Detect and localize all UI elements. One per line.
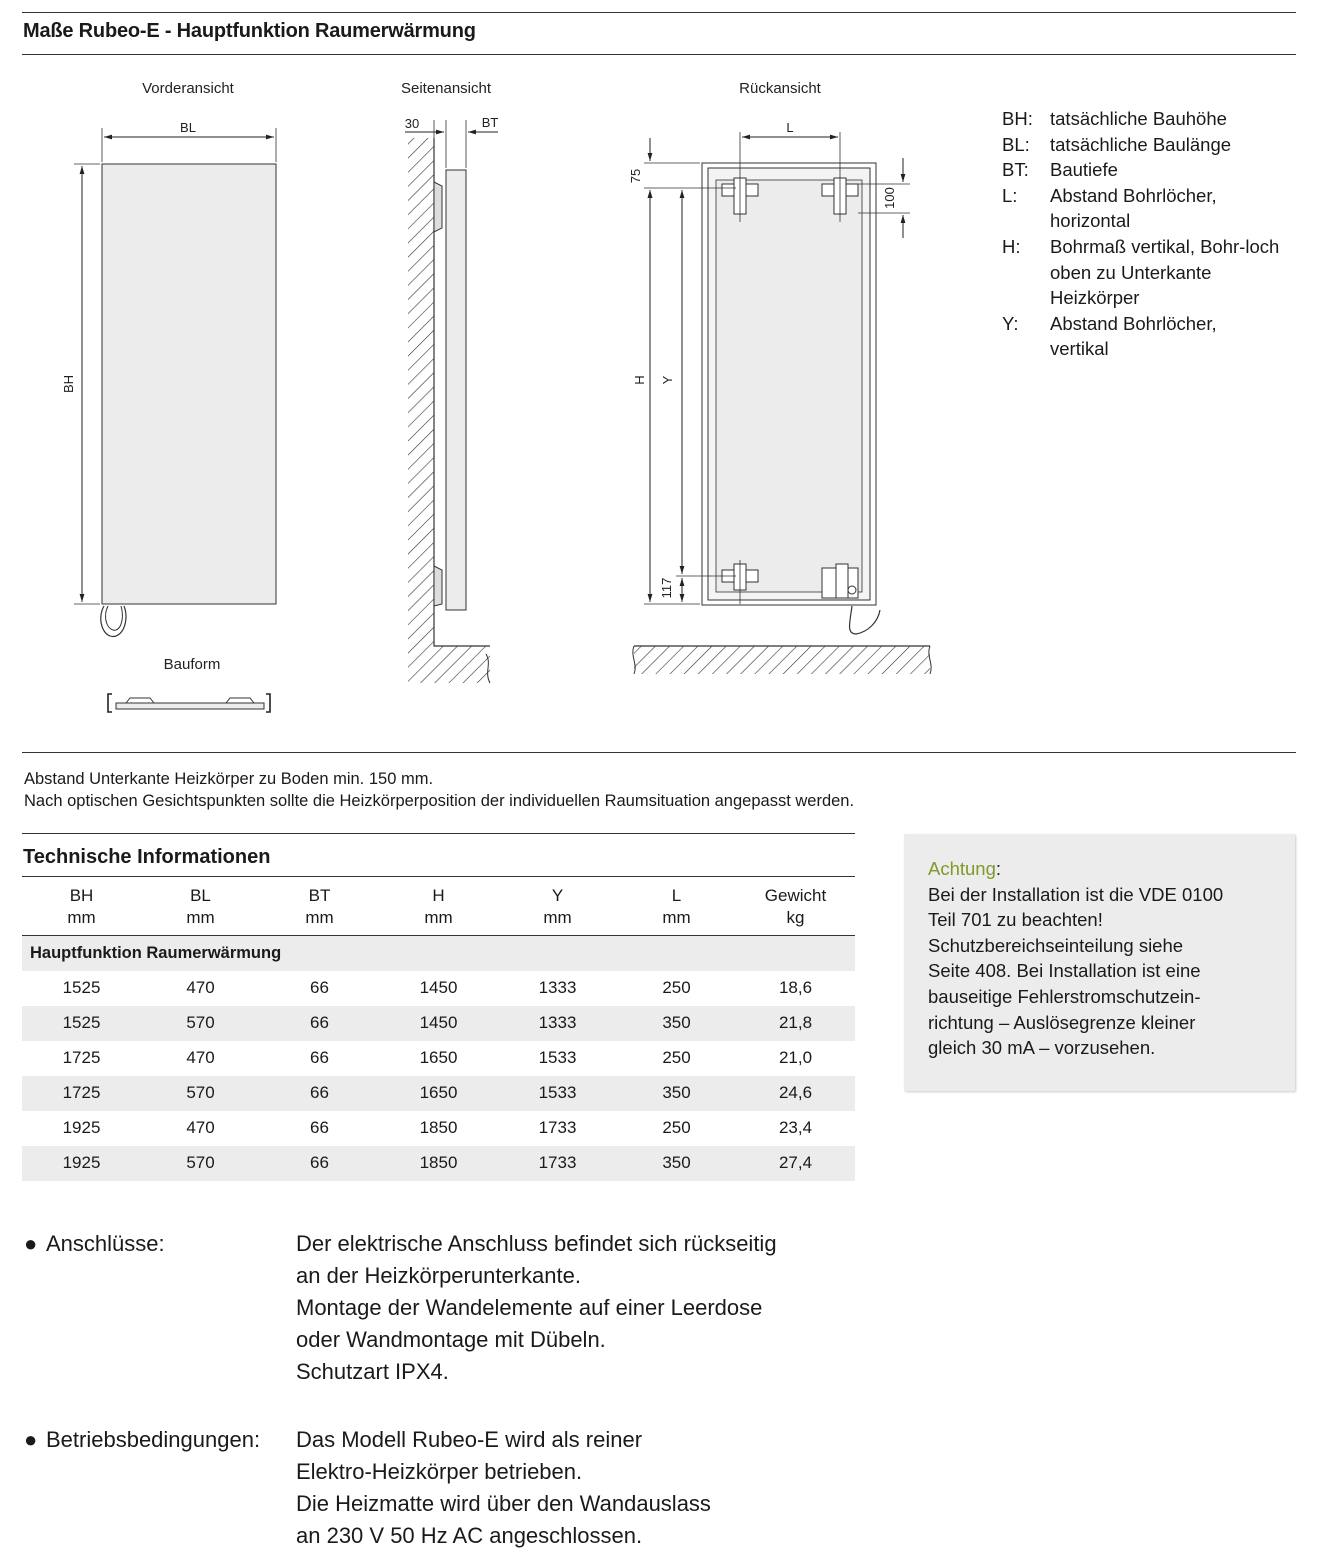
bh-label: BH bbox=[61, 374, 76, 394]
d117-label: 117 bbox=[659, 577, 674, 599]
column-header: Gewicht kg bbox=[736, 877, 855, 936]
table-row: 1925 470 66 1850 1733 250 23,4 bbox=[62, 1118, 813, 1137]
callout-line: Seite 408. Bei Installation ist eine bbox=[928, 960, 1201, 982]
tech-table bbox=[22, 876, 855, 1181]
installation-notes bbox=[24, 768, 854, 812]
table-group-row: Hauptfunktion Raumerwärmung bbox=[22, 936, 855, 971]
front-view-label: Vorderansicht bbox=[142, 80, 234, 97]
d100-label: 100 bbox=[882, 187, 897, 209]
legend-item: Y: Abstand Bohrlöcher, vertikal bbox=[1002, 312, 1217, 360]
callout-heading: Achtung bbox=[928, 858, 996, 879]
legend-item: BT: Bautiefe bbox=[1002, 159, 1118, 181]
callout-line: Bei der Installation ist die VDE 0100 bbox=[928, 883, 1224, 905]
column-header: L mm bbox=[617, 877, 736, 936]
column-header: BL mm bbox=[141, 877, 260, 936]
bt-label: BT bbox=[481, 115, 499, 130]
side-view bbox=[405, 115, 499, 683]
bauform-profile bbox=[108, 694, 270, 712]
bullet-label: Anschlüsse: bbox=[46, 1231, 165, 1256]
callout-line: bauseitige Fehlerstromschutzein- bbox=[928, 985, 1201, 1007]
legend-item: BL: tatsächliche Baulänge bbox=[1002, 133, 1232, 155]
callout-line: gleich 30 mA – vorzusehen. bbox=[928, 1037, 1156, 1059]
front-view bbox=[61, 120, 276, 637]
bracket-bottom-right bbox=[822, 564, 858, 598]
tech-title: Technische Informationen bbox=[23, 846, 271, 868]
d75-label: 75 bbox=[628, 168, 643, 184]
back-floor-hatch bbox=[634, 646, 930, 674]
note-line: Abstand Unterkante Heizkörper zu Boden min. 150 mm. bbox=[24, 770, 434, 788]
page-title: Maße Rubeo-E - Hauptfunktion Raumerwärmung bbox=[23, 20, 476, 42]
d30-label: 30 bbox=[404, 116, 420, 131]
bauform-label: Bauform bbox=[163, 656, 221, 673]
h-label: H bbox=[632, 375, 647, 385]
feature-list bbox=[24, 1228, 777, 1560]
table-row: 1525 570 66 1450 1333 350 21,8 bbox=[22, 1006, 855, 1041]
column-header: BT mm bbox=[260, 877, 379, 936]
column-header: BH mm bbox=[22, 877, 141, 936]
bullet-label: Betriebsbedingungen: bbox=[46, 1427, 261, 1452]
note-line: Nach optischen Gesichtspunkten sollte die Heizkörperposition der individuellen Raumsituation angepasst werden. bbox=[24, 792, 855, 810]
callout-line: richtung – Auslösegrenze kleiner bbox=[928, 1011, 1196, 1033]
dimension-legend bbox=[1002, 106, 1290, 362]
bl-label: BL bbox=[180, 120, 196, 135]
back-view-label: Rückansicht bbox=[739, 80, 821, 97]
list-item: ● Betriebsbedingungen: Das Modell Rubeo-E wird als reiner Elektro-Heizkörper betrieben. Die Heizmatte wird über den Wandauslass an 230 V 50 Hz AC angeschlossen. bbox=[24, 1424, 777, 1552]
l-label: L bbox=[786, 120, 794, 135]
bullet-icon: ● bbox=[24, 1427, 38, 1452]
callout-line: Teil 701 zu beachten! bbox=[928, 909, 1103, 931]
front-radiator-panel bbox=[102, 164, 276, 604]
side-radiator bbox=[446, 170, 466, 610]
column-header: Y mm bbox=[498, 877, 617, 936]
table-header-row bbox=[22, 877, 855, 936]
callout-line: Schutzbereichseinteilung siehe bbox=[928, 934, 1184, 956]
table-row: 1725 470 66 1650 1533 250 21,0 bbox=[62, 1048, 813, 1067]
legend-item: BH: tatsächliche Bauhöhe bbox=[1002, 108, 1227, 129]
warning-callout: Achtung: Bei der Installation ist die VDE 0100 Teil 701 zu beachten! Schutzbereichseinteilung siehe Seite 408. Bei Installation ist eine bauseitige Fehlerstromschutzein- richtung – Auslösegrenze kleiner gleich 30 mA – vorzusehen. bbox=[904, 834, 1295, 1091]
table-row: 1925 570 66 1850 1733 350 27,4 bbox=[22, 1146, 855, 1181]
table-row: 1525 470 66 1450 1333 250 18,6 bbox=[62, 978, 813, 997]
y-label: Y bbox=[660, 375, 675, 385]
list-item: ● Anschlüsse: Der elektrische Anschluss befindet sich rückseitig an der Heizkörperunterkante. Montage der Wandelemente auf einer Leerdose oder Wandmontage mit Dübeln. Schutzart IPX4. bbox=[24, 1228, 777, 1388]
back-view bbox=[628, 120, 931, 674]
floor-hatch bbox=[434, 646, 490, 683]
drawing-bottom-rule bbox=[22, 752, 1296, 753]
tech-top-rule bbox=[22, 833, 855, 834]
column-header: H mm bbox=[379, 877, 498, 936]
legend-item: L: Abstand Bohrlöcher, horizontal bbox=[1002, 184, 1217, 232]
bullet-icon: ● bbox=[24, 1231, 38, 1256]
back-cable bbox=[850, 606, 881, 634]
wall-hatch bbox=[408, 138, 434, 683]
table-row: 1725 570 66 1650 1533 350 24,6 bbox=[22, 1076, 855, 1111]
dimension-drawings bbox=[0, 0, 1000, 730]
side-view-label: Seitenansicht bbox=[400, 80, 492, 97]
legend-item: H: Bohrmaß vertikal, Bohr-loch oben zu Unterkante Heizkörper bbox=[1002, 235, 1280, 309]
